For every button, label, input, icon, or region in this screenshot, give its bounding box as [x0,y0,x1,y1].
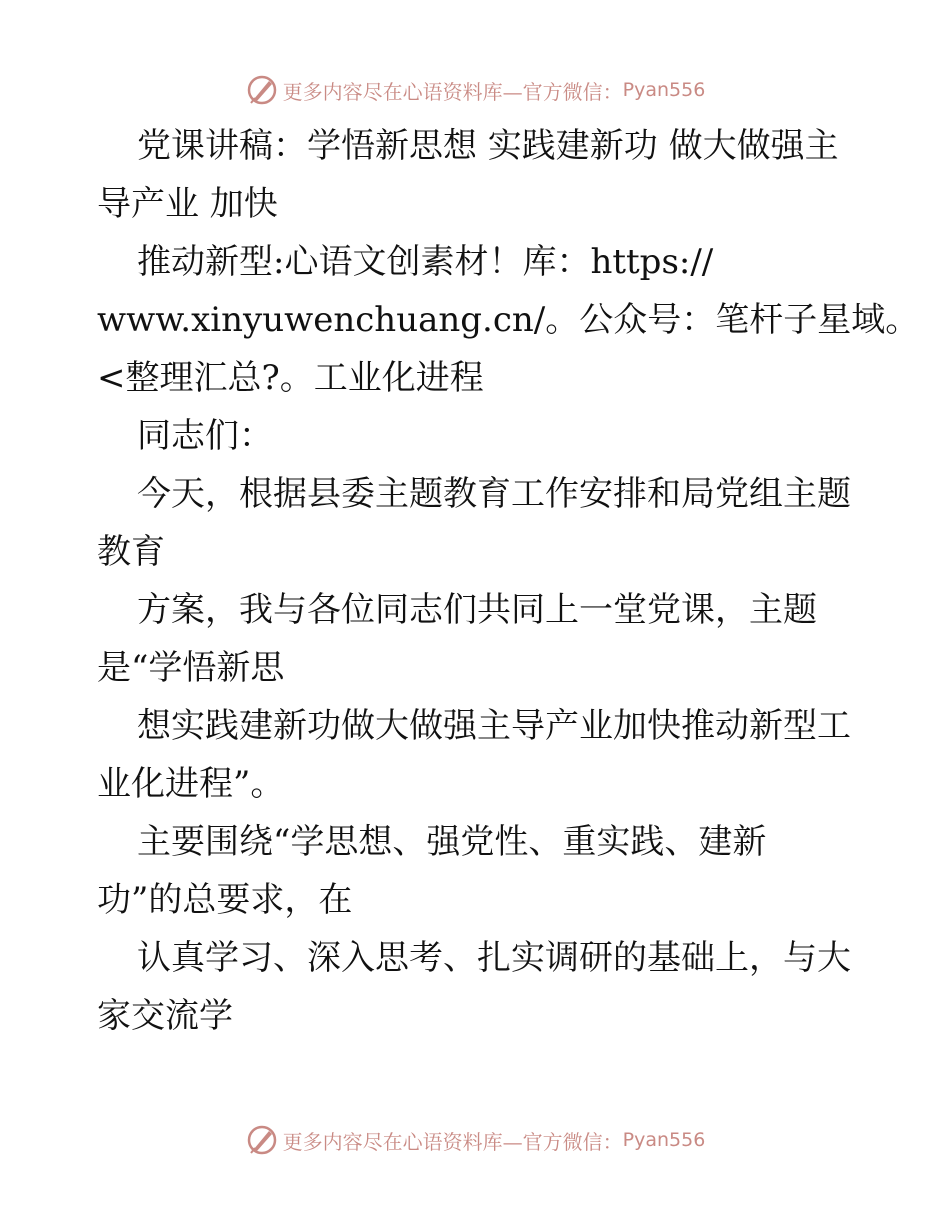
document-line: 主要围绕“学思想、强党性、重实践、建新 [137,822,767,862]
document-line: 同志们： [137,416,273,456]
document-line: 今天，根据县委主题教育工作安排和局党组主题 [137,474,851,514]
document-line: www.xinyuwenchuang.cn/。公众号：笔杆子星域。 [97,300,920,340]
watermark-brand [245,73,706,107]
document-line: 功”的总要求，在 [97,880,353,920]
document-line: 方案，我与各位同志们共同上一堂党课，主题 [137,590,817,630]
document-line: 推动新型:心语文创素材！库：https:// [137,242,714,282]
document-line: 认真学习、深入思考、扎实调研的基础上，与大 [137,938,851,978]
quill-pen-icon [245,73,279,107]
watermark-wechat-id: Pyan556 [622,1129,706,1151]
watermark-text: 更多内容尽在心语资料库—官方微信： [282,1129,623,1154]
document-line: 党课讲稿：学悟新思想 实践建新功 做大做强主 [137,126,839,166]
quill-pen-icon [245,1123,279,1157]
document-body [97,117,920,1045]
watermark-text: 更多内容尽在心语资料库—官方微信： [282,79,623,104]
watermark-brand [245,1123,706,1157]
watermark-wechat-id: Pyan556 [622,79,706,101]
footer-watermark [0,1120,950,1160]
document-line: 家交流学 [97,996,233,1036]
document-line: 教育 [97,532,165,572]
document-line: 是“学悟新思 [97,648,285,688]
header-watermark [0,70,950,110]
document-line: <整理汇总?。工业化进程 [97,358,484,398]
document-line: 导产业 加快 [97,184,278,224]
document-line: 业化进程”。 [97,764,285,804]
document-line: 想实践建新功做大做强主导产业加快推动新型工 [137,706,851,746]
